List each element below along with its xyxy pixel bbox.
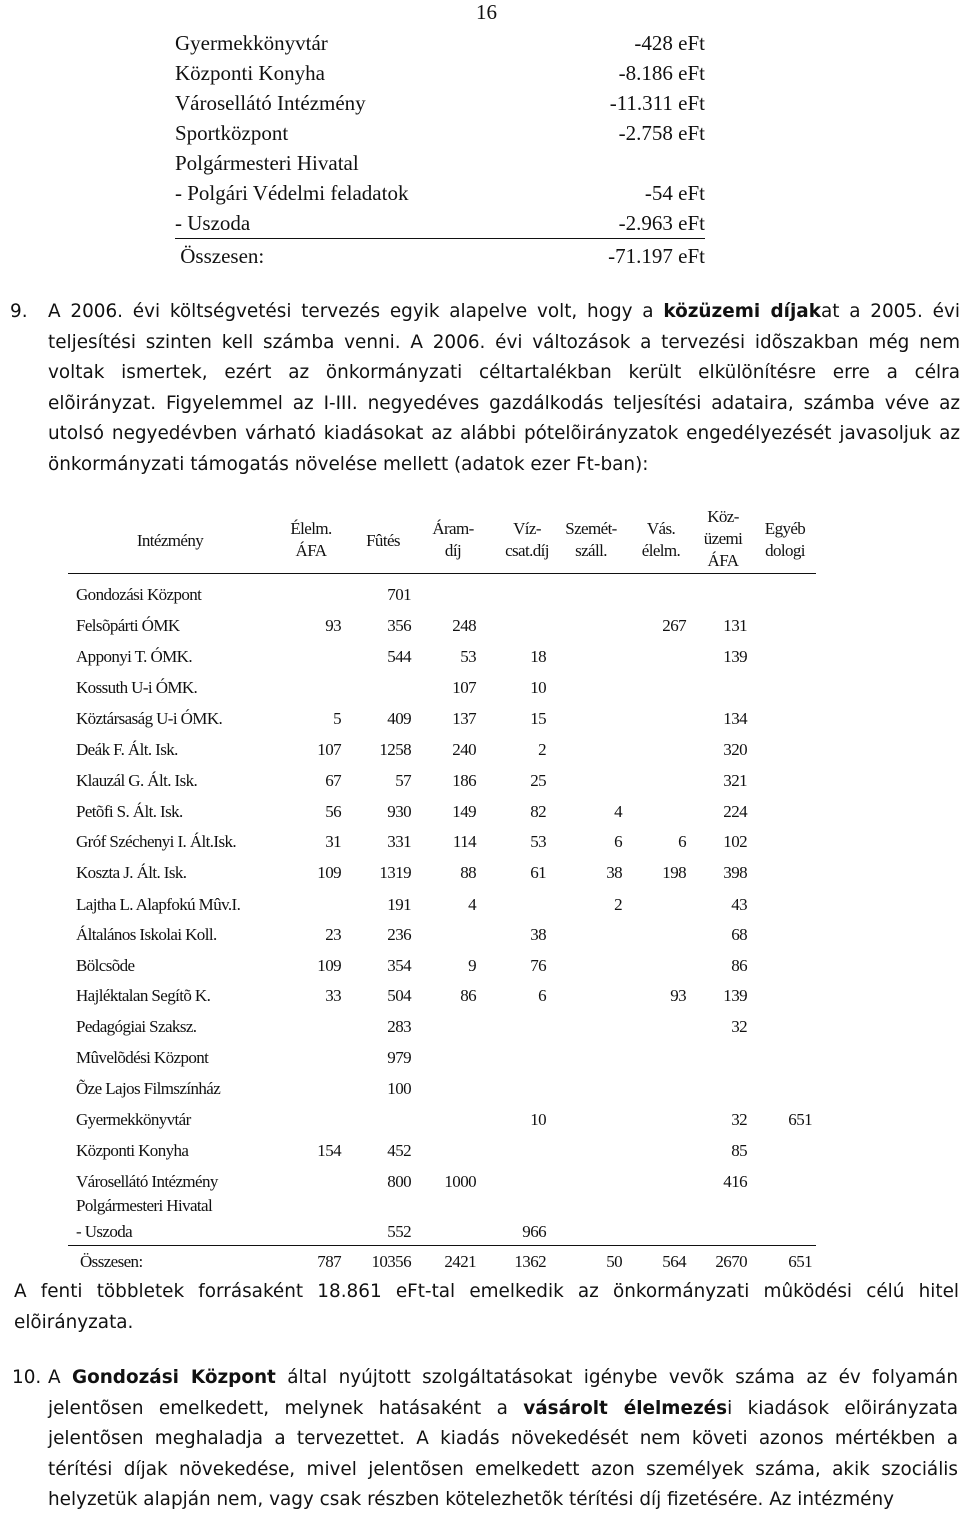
deficit-list <box>175 28 705 268</box>
cell-value: 331 <box>387 832 411 851</box>
cell-value: 109 <box>317 863 341 882</box>
cell-value: 800 <box>387 1172 411 1191</box>
row-label: Köztársaság U-i ÓMK. <box>76 709 223 728</box>
list-row-name: Sportközpont <box>175 121 289 145</box>
cell-value: 32 <box>731 1017 747 1036</box>
table-row <box>0 1048 960 1072</box>
list-row-name: Városellátó Intézmény <box>175 91 366 115</box>
header-line: Köz- <box>707 507 739 526</box>
header-line: ÁFA <box>707 551 739 570</box>
cell-value: 131 <box>723 616 747 635</box>
cell-value: 88 <box>460 863 476 882</box>
header-line: Intézmény <box>136 531 204 550</box>
section-9-number: 9. <box>10 301 28 322</box>
cell-value: 139 <box>723 647 747 666</box>
list-total-label: Összesen: <box>175 244 265 268</box>
row-label: Városellátó Intézmény <box>76 1172 218 1191</box>
cell-value: 224 <box>723 802 747 821</box>
list-row <box>175 178 705 208</box>
cell-value: 137 <box>452 709 476 728</box>
col-header-futes <box>348 530 418 552</box>
row-label: Klauzál G. Ált. Isk. <box>76 771 198 790</box>
cell-value: 85 <box>731 1141 747 1160</box>
after-table-paragraph: A fenti többletek forrásaként 18.861 eFt-tal emelkedik az önkormányzati mûködési célú hitel elõirányzata. <box>14 1281 959 1333</box>
cell-value: 86 <box>731 956 747 975</box>
cell-value: 10 <box>530 678 546 697</box>
cell-value: 38 <box>530 925 546 944</box>
header-line: Fûtés <box>366 531 400 550</box>
table-total-row <box>0 1252 960 1276</box>
cell-value: 154 <box>317 1141 341 1160</box>
list-total-amount: -71.197 eFt <box>608 244 705 268</box>
cell-value: 191 <box>387 895 411 914</box>
cell-value: 787 <box>317 1252 341 1271</box>
cell-value: 25 <box>530 771 546 790</box>
list-row-amount: -2.758 eFt <box>618 121 705 145</box>
table-row <box>0 585 960 609</box>
row-label: Bölcsõde <box>76 956 135 975</box>
list-row-amount: -428 eFt <box>634 31 705 55</box>
section-10-number: 10. <box>12 1367 42 1388</box>
list-total-rule <box>175 238 705 239</box>
cell-value: 61 <box>530 863 546 882</box>
table-row <box>0 616 960 640</box>
row-label: Polgármesteri Hivatal <box>76 1196 213 1215</box>
table-row <box>0 1079 960 1103</box>
cell-value: 283 <box>387 1017 411 1036</box>
cell-value: 651 <box>788 1252 812 1271</box>
cell-value: 149 <box>452 802 476 821</box>
list-row <box>175 208 705 238</box>
col-header-elelm-afa <box>276 518 346 562</box>
list-row-name: - Polgári Védelmi feladatok <box>175 181 409 205</box>
header-line: Víz- <box>513 519 541 538</box>
table-row <box>0 832 960 856</box>
header-line: díj <box>444 541 462 560</box>
cell-value: 354 <box>387 956 411 975</box>
section-10-paragraph <box>48 1363 958 1516</box>
section-9-paragraph <box>48 297 960 480</box>
table-row <box>0 740 960 764</box>
section-10-text-3: i kiadások elõirányzata jelentõsen meghaladja a tervezettet. A kiadás növekedését nem követi azonos mértékben a térítési díjak növekedése, mivel jelentõsen emelkedett azon személyek száma, akik szociális helyzetük alapján nem, vagy csak részben kötelezhetõk térítési díj fizetésére. Az intézmény <box>48 1397 958 1510</box>
table-row <box>0 709 960 733</box>
cell-value: 1000 <box>444 1172 476 1191</box>
cell-value: 57 <box>395 771 411 790</box>
row-label: Hajléktalan Segítõ K. <box>76 986 211 1005</box>
table-row <box>0 647 960 671</box>
cell-value: 82 <box>530 802 546 821</box>
cell-value: 240 <box>452 740 476 759</box>
row-label: Õze Lajos Filmszínház <box>76 1079 221 1098</box>
cell-value: 114 <box>452 832 476 851</box>
row-label: Mûvelõdési Központ <box>76 1048 209 1067</box>
cell-value: 966 <box>522 1222 546 1241</box>
cell-value: 76 <box>530 956 546 975</box>
table-row <box>0 986 960 1010</box>
cell-value: 31 <box>325 832 341 851</box>
row-label: Petõfi S. Ált. Isk. <box>76 802 183 821</box>
header-line: élelm. <box>641 541 681 560</box>
cell-value: 107 <box>452 678 476 697</box>
cell-value: 552 <box>387 1222 411 1241</box>
row-label: Felsõpárti ÓMK <box>76 616 180 635</box>
list-row-name: Központi Konyha <box>175 61 325 85</box>
list-row-name: Polgármesteri Hivatal <box>175 151 359 175</box>
header-line: ÁFA <box>295 541 327 560</box>
cell-value: 236 <box>387 925 411 944</box>
cell-value: 68 <box>731 925 747 944</box>
cell-value: 2670 <box>715 1252 747 1271</box>
list-row-amount: -54 eFt <box>644 181 705 205</box>
col-header-vas-elelm <box>626 518 696 562</box>
col-header-aramdij <box>418 518 488 562</box>
table-row <box>0 1110 960 1134</box>
header-line: dologi <box>765 541 805 560</box>
cell-value: 564 <box>662 1252 686 1271</box>
cell-value: 1258 <box>379 740 411 759</box>
cell-value: 53 <box>460 647 476 666</box>
header-line: Egyéb <box>764 519 806 538</box>
table-row <box>0 925 960 949</box>
cell-value: 6 <box>678 832 686 851</box>
cell-value: 416 <box>723 1172 747 1191</box>
cell-value: 979 <box>387 1048 411 1067</box>
table-header-rule <box>68 573 816 574</box>
col-header-kozuzemi-afa <box>688 506 758 572</box>
row-label: Koszta J. Ált. Isk. <box>76 863 187 882</box>
section-10-bold-2: vásárolt élelmezés <box>523 1397 728 1419</box>
table-row <box>0 1196 960 1220</box>
row-label: Gyermekkönyvtár <box>76 1110 191 1129</box>
cell-value: 2 <box>538 740 546 759</box>
cell-value: 23 <box>325 925 341 944</box>
list-row-amount: -8.186 eFt <box>618 61 705 85</box>
table-row <box>0 895 960 919</box>
row-label: Gondozási Központ <box>76 585 202 604</box>
cell-value: 102 <box>723 832 747 851</box>
list-row-amount: -11.311 eFt <box>609 91 705 115</box>
row-label: Általános Iskolai Koll. <box>76 925 217 944</box>
table-row <box>0 678 960 702</box>
list-row <box>175 148 705 178</box>
table-row <box>0 1141 960 1165</box>
col-header-egyeb-dologi <box>750 518 820 562</box>
cell-value: 1319 <box>379 863 411 882</box>
cell-value: 356 <box>387 616 411 635</box>
cell-value: 2421 <box>444 1252 476 1271</box>
section-10-bold-1: Gondozási Központ <box>71 1367 276 1388</box>
table-row <box>0 863 960 887</box>
cell-value: 6 <box>614 832 622 851</box>
cell-value: 267 <box>662 616 686 635</box>
cell-value: 2 <box>614 895 622 914</box>
list-total-row <box>175 241 705 271</box>
list-row <box>175 118 705 148</box>
cell-value: 107 <box>317 740 341 759</box>
row-label: Kossuth U-i ÓMK. <box>76 678 198 697</box>
cell-value: 9 <box>468 956 476 975</box>
table-row <box>0 802 960 826</box>
row-label: Lajtha L. Alapfokú Mûv.I. <box>76 895 241 914</box>
list-row-name: Gyermekkönyvtár <box>175 31 328 55</box>
list-row-amount: -2.963 eFt <box>618 211 705 235</box>
cell-value: 452 <box>387 1141 411 1160</box>
cell-value: 10 <box>530 1110 546 1129</box>
row-label: Gróf Széchenyi I. Ált.Isk. <box>76 832 237 851</box>
cell-value: 56 <box>325 802 341 821</box>
cell-value: 53 <box>530 832 546 851</box>
cell-value: 109 <box>317 956 341 975</box>
cell-value: 100 <box>387 1079 411 1098</box>
list-row <box>175 88 705 118</box>
header-line: Élelm. <box>290 519 332 538</box>
cell-value: 5 <box>333 709 341 728</box>
section-9-text-b: at a 2005. évi teljesítési szinten kell számba venni. A 2006. évi változások a tervezési idõszakban még nem voltak ismertek, ezért az önkormányzati céltartalékban került elkülönítésre erre a célra elõirányzat. Figyelemmel az I-III. negyedéves gazdálkodás teljesítési adataira, számba véve az utolsó negyedévben várható kiadásokat az alábbi pótelõirányzatok engedélyezését javasoljuk az önkormányzati támogatás növelése mellett (adatok ezer Ft-ban): <box>48 301 960 475</box>
cell-value: 43 <box>731 895 747 914</box>
table-row <box>0 771 960 795</box>
cell-value: 10356 <box>371 1252 411 1271</box>
table-row <box>0 1017 960 1041</box>
total-label: Összesen: <box>80 1252 143 1271</box>
col-header-intezmeny <box>100 530 240 552</box>
cell-value: 186 <box>452 771 476 790</box>
header-line: Áram- <box>432 519 474 538</box>
header-line: csat.díj <box>505 541 549 560</box>
table-total-rule <box>68 1245 816 1246</box>
section-10-text-1: A <box>48 1367 72 1388</box>
cell-value: 544 <box>387 647 411 666</box>
cell-value: 4 <box>468 895 476 914</box>
header-line: Szemét- <box>565 519 617 538</box>
cell-value: 67 <box>325 771 341 790</box>
cell-value: 4 <box>614 802 622 821</box>
cell-value: 930 <box>387 802 411 821</box>
list-row <box>175 58 705 88</box>
header-line: Vás. <box>646 519 676 538</box>
header-line: száll. <box>575 541 607 560</box>
list-row <box>175 28 705 58</box>
cell-value: 134 <box>723 709 747 728</box>
cell-value: 50 <box>606 1252 622 1271</box>
section-9-text-a: A 2006. évi költségvetési tervezés egyik alapelve volt, hogy a <box>48 301 664 322</box>
col-header-szemetszall <box>553 518 629 562</box>
cell-value: 651 <box>788 1110 812 1129</box>
row-label: Apponyi T. ÓMK. <box>76 647 192 666</box>
row-label: Központi Konyha <box>76 1141 189 1160</box>
section-9-bold: közüzemi díjak <box>663 301 821 322</box>
cell-value: 198 <box>662 863 686 882</box>
cell-value: 38 <box>606 863 622 882</box>
cell-value: 701 <box>387 585 411 604</box>
table-row <box>0 1222 960 1246</box>
cell-value: 15 <box>530 709 546 728</box>
page-number: 16 <box>476 0 497 24</box>
section-10-text-2: által nyújtott szolgáltatásokat igénybe vevõk száma az év folyamán jelentõsen emelkedett, melynek hatásaként a <box>48 1367 958 1419</box>
cell-value: 409 <box>387 709 411 728</box>
cell-value: 504 <box>387 986 411 1005</box>
row-label: - Uszoda <box>76 1222 133 1241</box>
header-line: üzemi <box>703 529 743 548</box>
cell-value: 320 <box>723 740 747 759</box>
cell-value: 18 <box>530 647 546 666</box>
cell-value: 139 <box>723 986 747 1005</box>
cell-value: 93 <box>325 616 341 635</box>
cell-value: 248 <box>452 616 476 635</box>
cell-value: 32 <box>731 1110 747 1129</box>
table-row <box>0 956 960 980</box>
row-label: Pedagógiai Szaksz. <box>76 1017 197 1036</box>
cell-value: 321 <box>723 771 747 790</box>
cell-value: 93 <box>670 986 686 1005</box>
cell-value: 398 <box>723 863 747 882</box>
row-label: Deák F. Ált. Isk. <box>76 740 178 759</box>
cell-value: 1362 <box>514 1252 546 1271</box>
cell-value: 33 <box>325 986 341 1005</box>
list-row-name: - Uszoda <box>175 211 251 235</box>
cell-value: 6 <box>538 986 546 1005</box>
table-row <box>0 1172 960 1196</box>
cell-value: 86 <box>460 986 476 1005</box>
